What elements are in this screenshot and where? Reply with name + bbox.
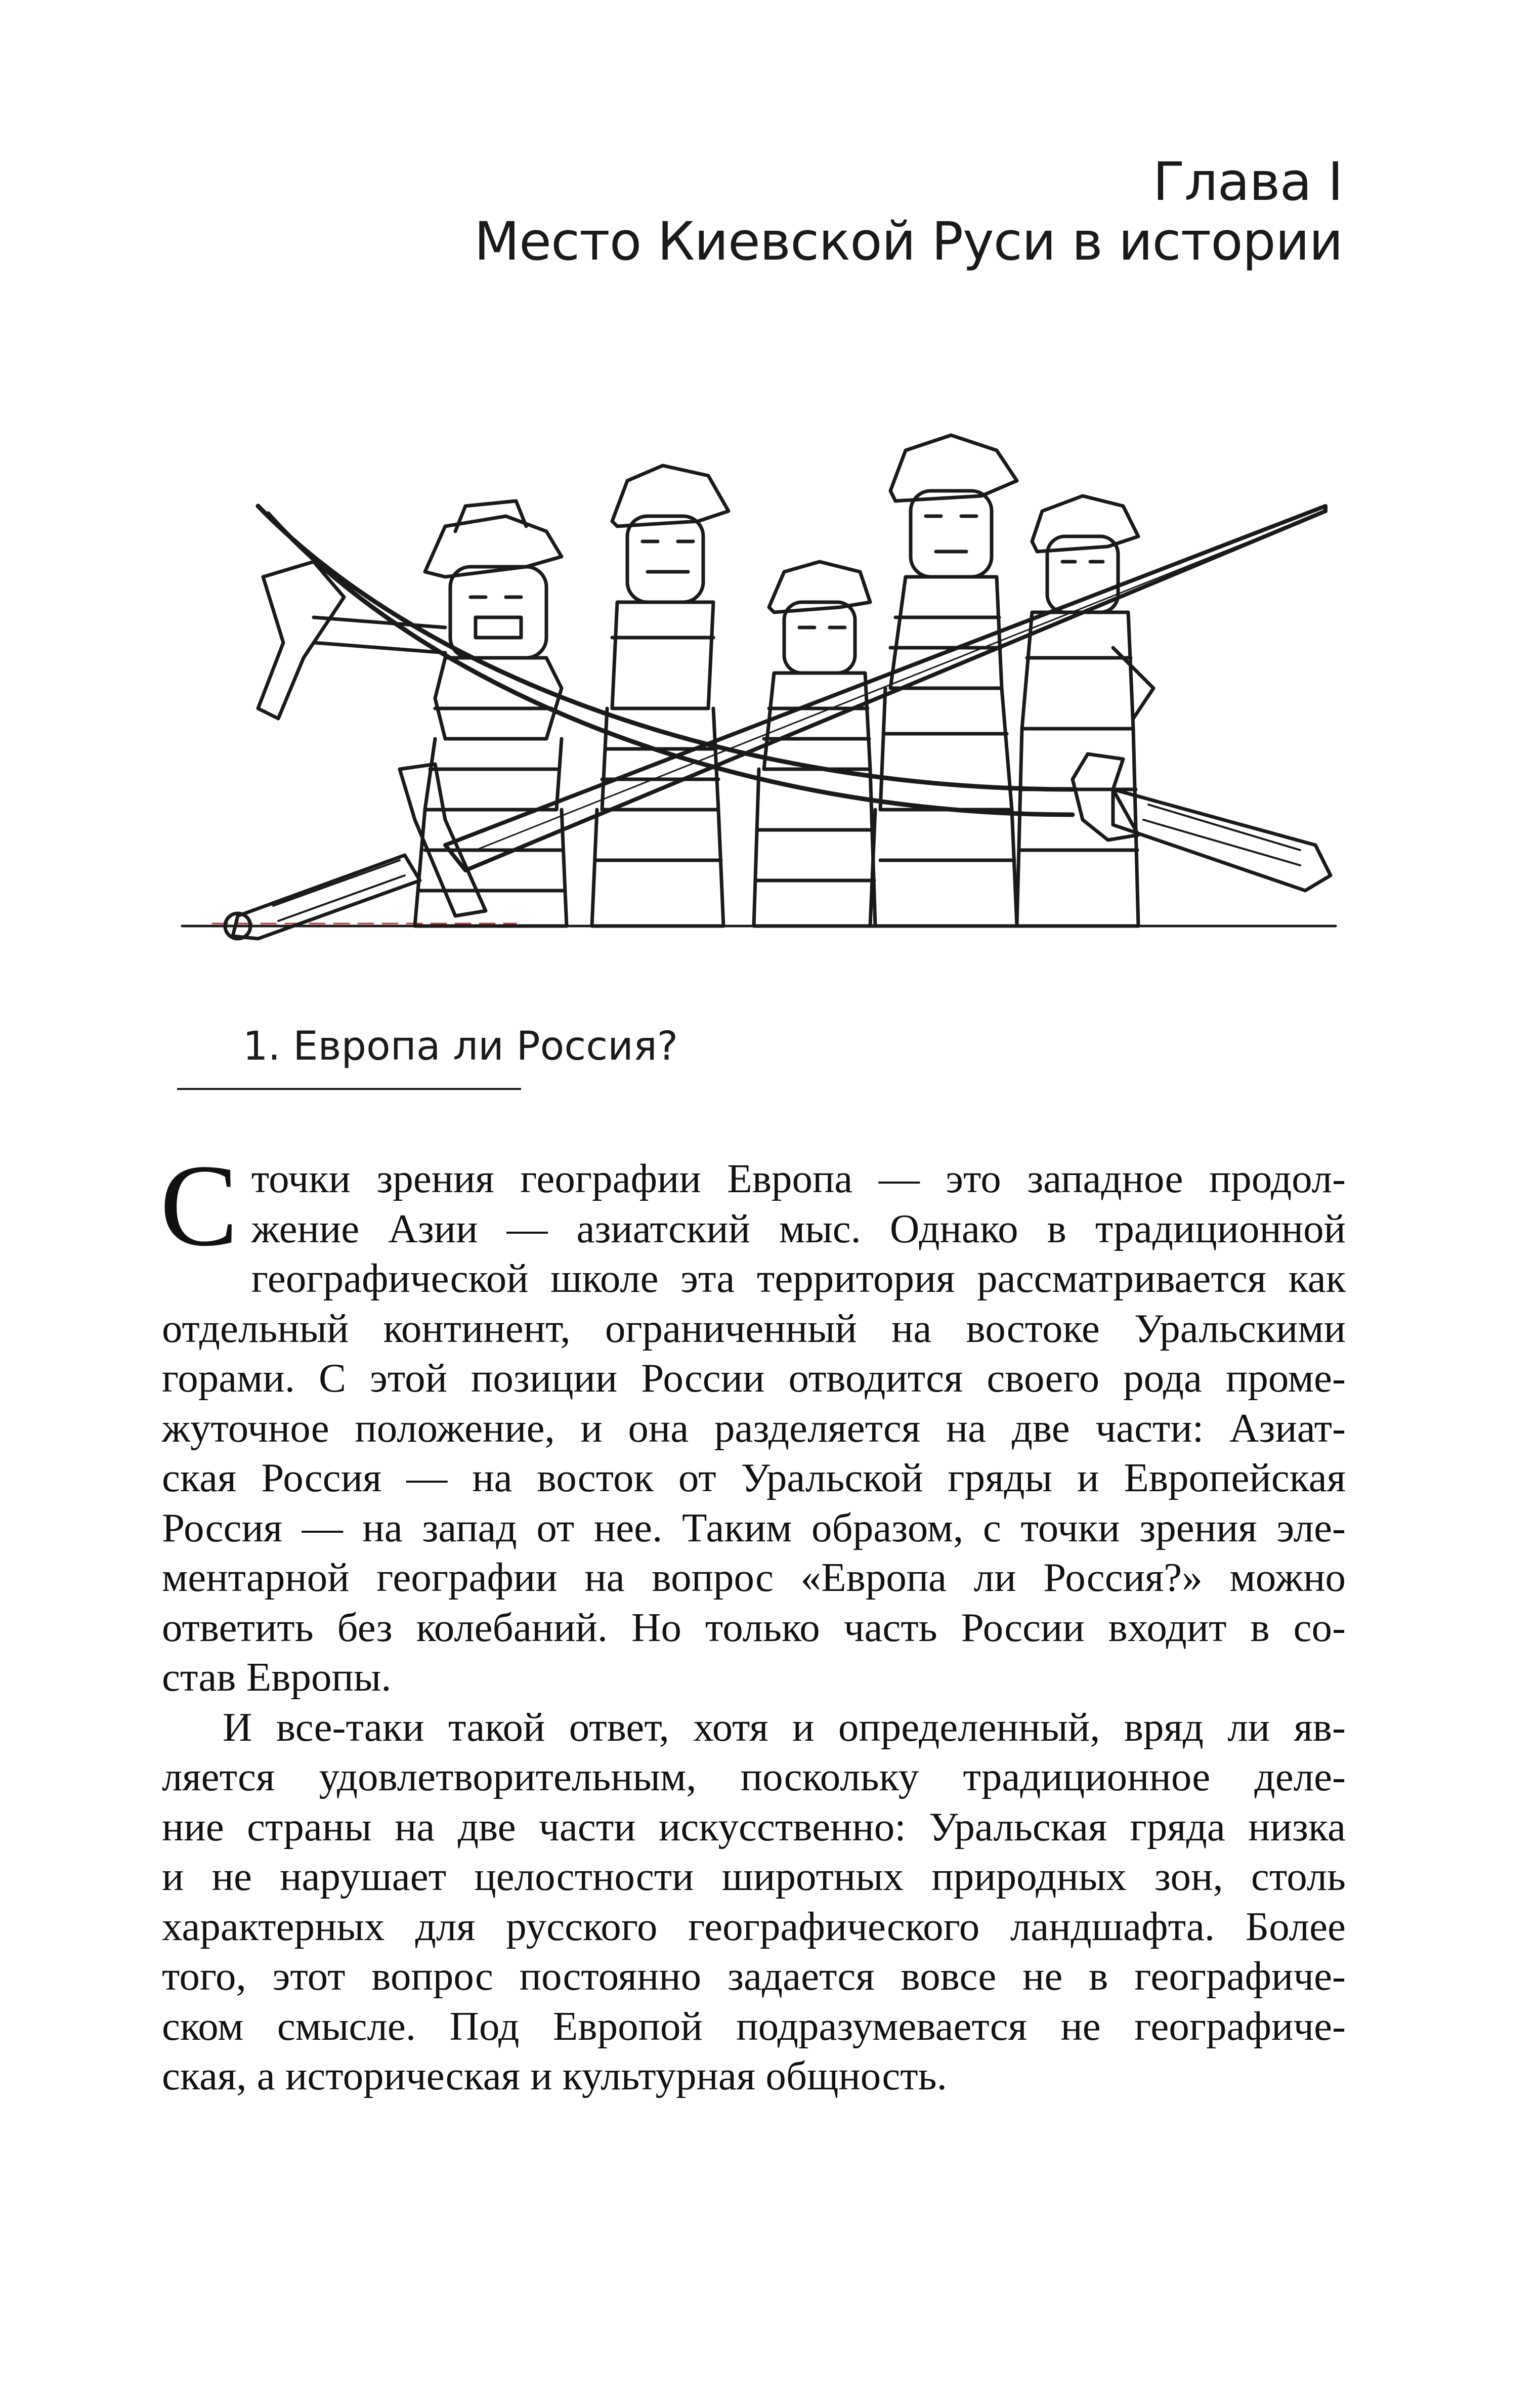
stone-figure-4 [870,435,1017,926]
paragraph-1 [160,1141,1346,1702]
text-line: Россия — на запад от нее. Таким образом, с точки зрения эле- [162,1504,1346,1550]
body-text [160,1141,1346,2101]
text-line: став Европы. [162,1654,392,1700]
text-line: отдельный континент, ограниченный на востоке Уральскими [162,1305,1346,1351]
text-line: и не нарушает целостности широтных природных зон, столь [162,1854,1346,1899]
section-underline [177,1088,521,1090]
text-line: ментарной географии на вопрос «Европа ли Россия?» можно [162,1555,1346,1600]
paragraph-2 [162,1702,1346,2101]
text-line: ляется удовлетворительным, поскольку традиционное деле- [162,1754,1346,1799]
text-line: ответить без колебаний. Но только часть России входит в со- [162,1604,1346,1650]
stone-figure-5 [1017,496,1153,926]
text-line: ском смысле. Под Европой подразумевается не географиче- [162,2003,1346,2049]
stone-figure-1 [258,501,567,926]
text-line: горами. С этой позиции России отводится своего рода проме- [162,1355,1346,1401]
chapter-illustration [162,405,1356,951]
text-line: И все-таки такой ответ, хотя и определенный, вряд ли яв- [223,1704,1346,1750]
text-line: точки зрения географии Европа — это западное продол- [251,1156,1346,1201]
text-line: ская Россия — на восток от Уральской гряды и Европейская [162,1455,1346,1500]
chapter-title: Место Киевской Руси в истории [474,211,1343,272]
text-line: жуточное положение, и она разделяется на две части: Азиат- [162,1405,1346,1451]
text-line: жение Азии — азиатский мыс. Однако в традиционной [251,1205,1346,1251]
text-line: ская, а историческая и культурная общность. [162,2053,947,2098]
chapter-label: Глава I [1152,151,1343,213]
text-line: характерных для русского географического ландшафта. Более [162,1903,1346,1949]
sword [225,506,1325,939]
stone-figure-2 [592,466,729,926]
text-line: того, этот вопрос постоянно задается вовсе не в географиче- [162,1953,1346,1999]
section-title: 1. Европа ли Россия? [243,1024,678,1069]
chapter-header [474,152,1343,271]
drop-cap: С [160,1141,238,1271]
text-line: географической школе эта территория рассматривается как [251,1255,1346,1301]
text-line: ние страны на две части искусственно: Уральская гряда низка [162,1803,1346,1850]
